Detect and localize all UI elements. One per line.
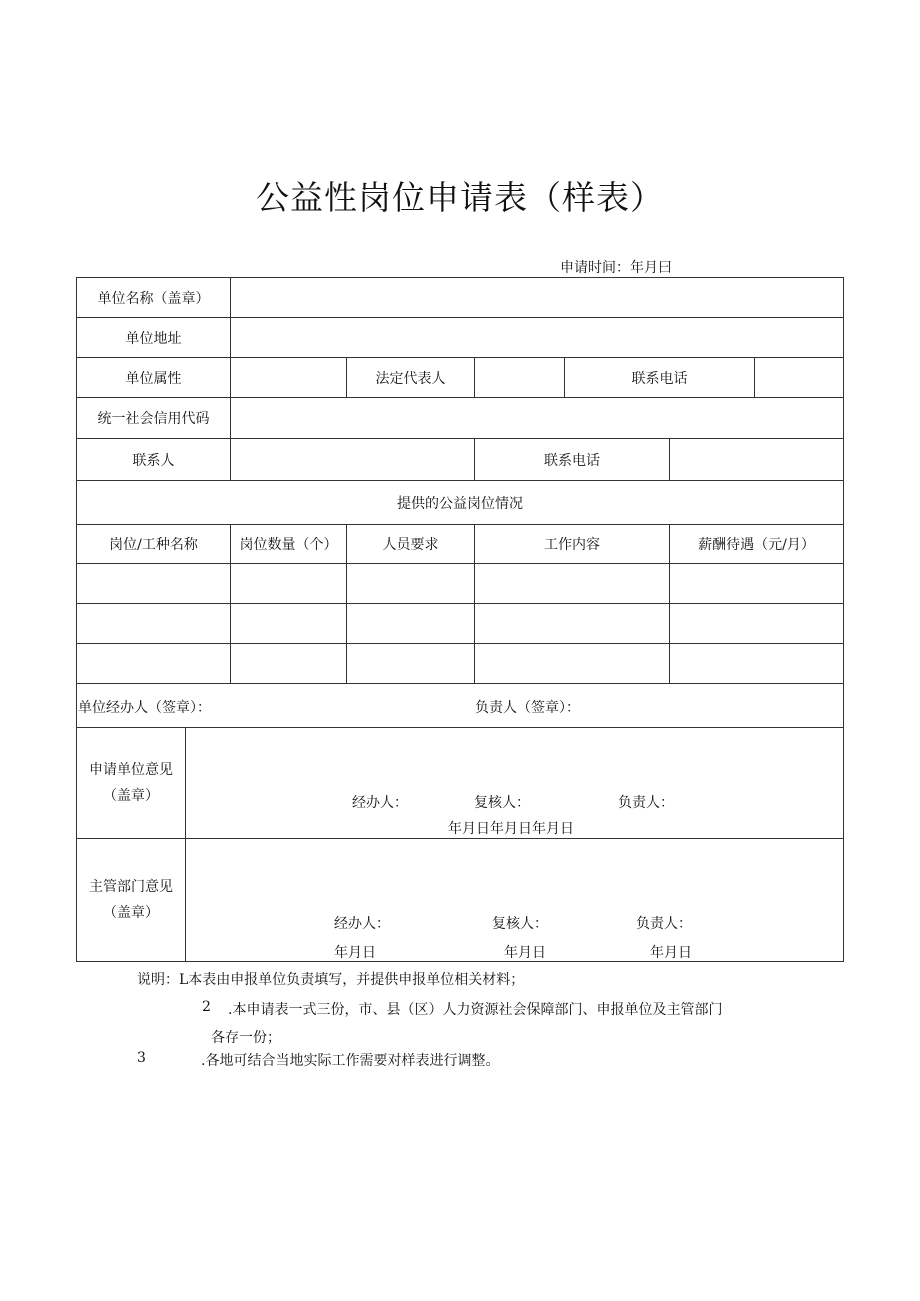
dept-opinion-label [77,839,186,962]
note-3-text: .各地可结合当地实际工作需要对样表进行调整。 [201,1053,500,1069]
applicant-opinion-title: 申请单位意见 [89,762,173,778]
column-header: 岗位数量（个） [231,525,347,564]
phone-field-2[interactable] [670,439,844,481]
apply-date: 申请时间：年月曰 [560,260,672,276]
applicant-dates: 年月日年月日年月日 [448,821,574,837]
applicant-responsible: 负责人： [618,795,674,811]
credit-code-field[interactable] [231,398,844,439]
applicant-opinion-field[interactable] [186,728,844,839]
contact-field[interactable] [231,439,475,481]
phone-label-1: 联系电话 [565,358,755,398]
note-3-number: 3 [137,1050,146,1066]
position-cell[interactable] [670,564,844,604]
dept-date: 年月日 [334,945,376,961]
dept-opinion-field[interactable] [186,839,844,962]
position-cell[interactable] [77,564,231,604]
signature-row [77,684,844,728]
position-row [77,604,844,644]
dept-date: 年月日 [504,945,546,961]
legal-rep-field[interactable] [475,358,565,398]
position-cell[interactable] [670,604,844,644]
phone-field-1[interactable] [755,358,844,398]
dept-handler: 经办人： [334,916,390,932]
unit-address-label: 单位地址 [77,318,231,358]
position-cell[interactable] [475,644,670,684]
note-2-text: .本申请表一式三份，市、县（区）人力资源社会保障部门、申报单位及主管部门 [228,1002,723,1018]
position-cell[interactable] [231,604,347,644]
position-row [77,644,844,684]
unit-name-field[interactable] [231,278,844,318]
dept-date: 年月日 [650,945,692,961]
credit-code-label: 统一社会信用代码 [77,398,231,439]
applicant-opinion-label [77,728,186,839]
note-2-continued: 各存一份； [211,1030,281,1046]
position-cell[interactable] [475,604,670,644]
dept-reviewer: 复核人： [492,916,548,932]
position-row [77,564,844,604]
position-cell[interactable] [347,604,475,644]
phone-label-2: 联系电话 [475,439,670,481]
handler-label: 单位经办人（签章）： [78,700,211,716]
unit-address-field[interactable] [231,318,844,358]
dept-responsible: 负责人： [636,916,692,932]
position-cell[interactable] [231,644,347,684]
dept-opinion-seal: （盖章） [103,905,159,921]
position-cell[interactable] [670,644,844,684]
position-cell[interactable] [77,604,231,644]
positions-header: 提供的公益岗位情况 [77,481,844,525]
legal-rep-label: 法定代表人 [347,358,475,398]
column-header: 薪酬待遇（元/月） [670,525,844,564]
page-title: 公益性岗位申请表（样表） [256,178,664,217]
position-cell[interactable] [77,644,231,684]
applicant-reviewer: 复核人： [474,795,530,811]
dept-opinion-title: 主管部门意见 [89,879,173,895]
unit-nature-label: 单位属性 [77,358,231,398]
responsible-label: 负责人（签章）： [475,700,580,716]
position-cell[interactable] [347,564,475,604]
position-cell[interactable] [231,564,347,604]
position-cell[interactable] [475,564,670,604]
applicant-handler: 经办人： [352,795,408,811]
note-2-number: 2 [202,999,211,1015]
column-header: 岗位/工种名称 [77,525,231,564]
column-header: 工作内容 [475,525,670,564]
column-header: 人员要求 [347,525,475,564]
contact-label: 联系人 [77,439,231,481]
application-form [76,277,844,962]
applicant-opinion-seal: （盖章） [103,788,159,804]
position-cell[interactable] [347,644,475,684]
note-1: 说明：L本表由申报单位负责填写，并提供申报单位相关材料； [137,972,525,988]
unit-name-label: 单位名称（盖章） [77,278,231,318]
unit-nature-field[interactable] [231,358,347,398]
